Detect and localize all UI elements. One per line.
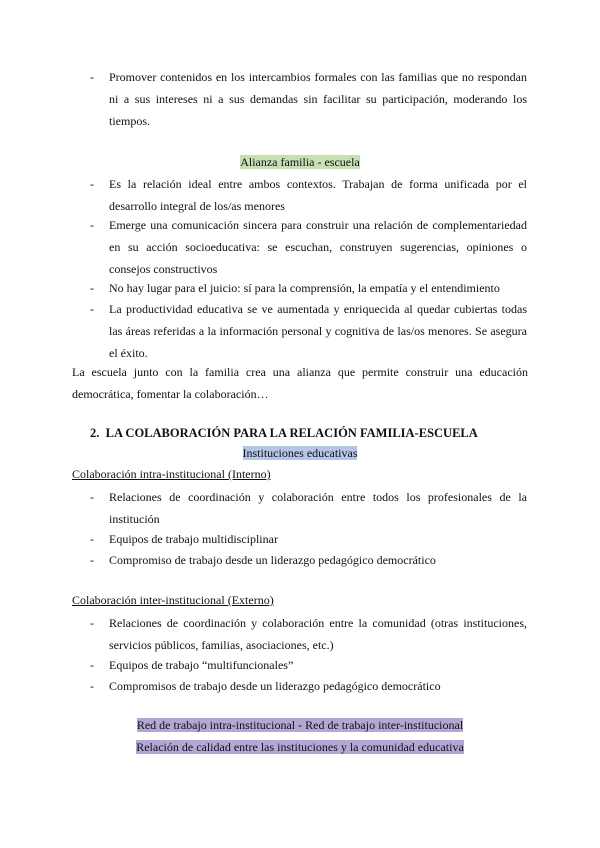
summary-line-1: Red de trabajo intra-institucional - Red de trabajo inter-institucional — [136, 718, 464, 732]
list-item-text: Relaciones de coordinación y colaboración entre todos los profesionales de la institución — [109, 490, 527, 526]
bullet-dash: - — [90, 490, 94, 504]
summary-line-2-wrap — [0, 740, 600, 755]
bullet-dash: - — [90, 218, 94, 232]
inter-title: Colaboración inter-institucional (Externo) — [72, 593, 274, 607]
summary-line-1-wrap — [0, 718, 600, 733]
bullet-dash: - — [90, 616, 94, 630]
list-item-text: Compromisos de trabajo desde un liderazgo pedagógico democrático — [109, 679, 441, 693]
intra-title: Colaboración intra-institucional (Interno) — [72, 467, 271, 481]
bullet-dash: - — [90, 679, 94, 693]
list-item-text: No hay lugar para el juicio: sí para la comprensión, la empatía y el entendimiento — [109, 281, 500, 295]
list-item-text: Compromiso de trabajo desde un liderazgo pedagógico democrático — [109, 553, 436, 567]
bullet-dash: - — [90, 177, 94, 191]
section-subtitle: Instituciones educativas — [242, 446, 358, 460]
section-heading — [90, 426, 478, 441]
list-item-text: Emerge una comunicación sincera para construir una relación de complementariedad en su acción socioeducativa: se escuchan, construyen sugerencias, opiniones o consejos constructivos — [109, 218, 527, 276]
bullet-dash: - — [90, 553, 94, 567]
bullet-dash: - — [90, 532, 94, 546]
alliance-paragraph: La escuela junto con la familia crea una alianza que permite construir una educación democrática, fomentar la colaboración… — [72, 365, 528, 401]
list-item-text: Relaciones de coordinación y colaboración entre la comunidad (otras instituciones, servicios públicos, familias, asociaciones, etc.) — [109, 616, 527, 652]
alliance-heading-wrap — [0, 155, 600, 170]
subtitle-wrap — [0, 446, 600, 461]
summary-line-2: Relación de calidad entre las instituciones y la comunidad educativa — [136, 740, 464, 754]
bullet-dash: - — [90, 658, 94, 672]
section-number: 2. — [90, 426, 100, 440]
bullet-dash: - — [90, 70, 94, 84]
bullet-dash: - — [90, 302, 94, 316]
list-item-text: Es la relación ideal entre ambos contextos. Trabajan de forma unificada por el desarrollo integral de los/as menores — [109, 177, 527, 213]
list-item-text: Equipos de trabajo “multifuncionales” — [109, 658, 294, 672]
list-item-text: Equipos de trabajo multidisciplinar — [109, 532, 278, 546]
bullet-dash: - — [90, 281, 94, 295]
alliance-title: Alianza familia - escuela — [240, 155, 360, 169]
section-title: LA COLABORACIÓN PARA LA RELACIÓN FAMILIA-ESCUELA — [105, 426, 478, 440]
list-item-text: La productividad educativa se ve aumentada y enriquecida al quedar cubiertas todas las áreas referidas a la información personal y cognitiva de las/os menores. Se asegura el éxito. — [109, 302, 527, 360]
list-item-text: Promover contenidos en los intercambios formales con las familias que no respondan ni a sus intereses ni a sus demandas sin facilitar su participación, moderando los tiempos. — [109, 70, 527, 128]
